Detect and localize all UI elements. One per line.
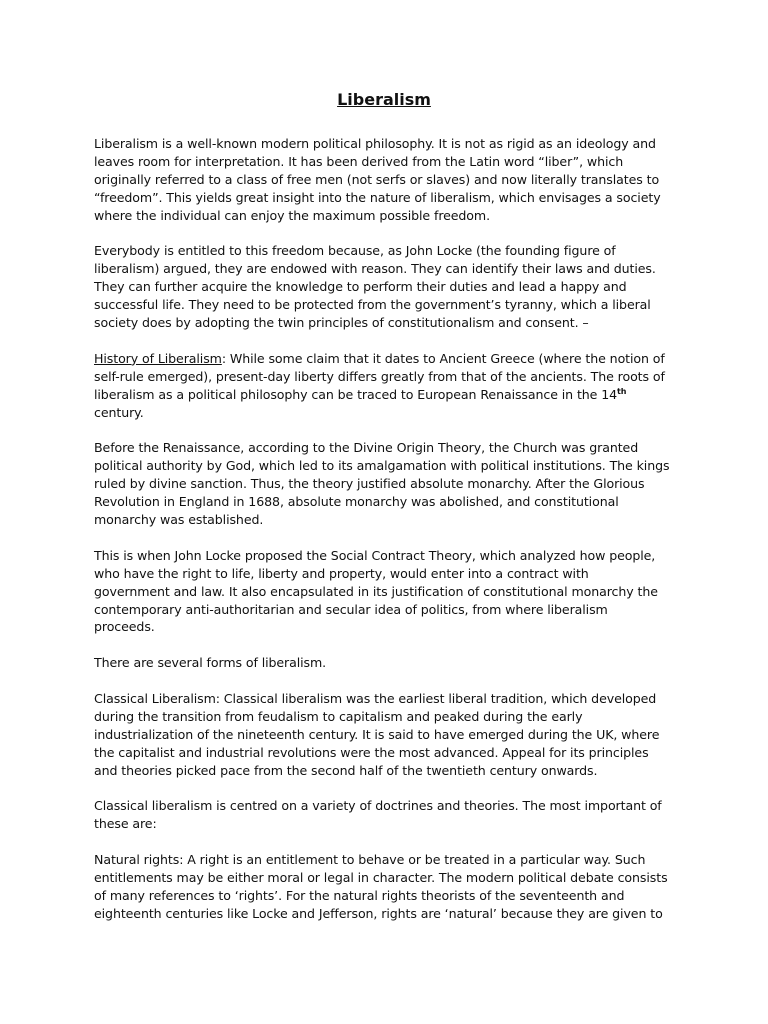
section-heading-history: History of Liberalism (94, 350, 222, 366)
text-fragment: : While some claim that it dates to Ancient Greece (where the notion of (221, 350, 665, 366)
text-line: Revolution in England in 1688, absolute monarchy was abolished, and constitutional (94, 494, 619, 510)
paragraph-natural-rights (94, 851, 680, 923)
text-line: these are: (94, 816, 157, 832)
text-line (94, 350, 680, 368)
text-line (94, 386, 680, 404)
paragraph-social-contract (94, 547, 680, 637)
paragraph-intro (94, 135, 680, 225)
text-line: Natural rights: A right is an entitlement to behave or be treated in a particular way. Such (94, 852, 646, 868)
text-line: leaves room for interpretation. It has been derived from the Latin word “liber”, which (94, 153, 624, 169)
text-line: successful life. They need to be protected from the government’s tyranny, which a liberal (94, 297, 651, 313)
text-line: during the transition from feudalism to capitalism and peaked during the early (94, 708, 583, 724)
text-line: “freedom”. This yields great insight into the nature of liberalism, which envisages a society (94, 189, 661, 205)
document-body (94, 135, 680, 941)
text-line: century. (94, 404, 144, 420)
text-line: They can further acquire the knowledge to perform their duties and lead a happy and (94, 279, 627, 295)
text-line: self-rule emerged), present-day liberty differs greatly from that of the ancients. The roots of (94, 368, 665, 384)
text-line: contemporary anti-authoritarian and secular idea of politics, from where liberalism (94, 601, 608, 617)
paragraph-renaissance (94, 439, 680, 529)
text-line: liberalism) argued, they are endowed with reason. They can identify their laws and duties. (94, 261, 656, 277)
text-line: This is when John Locke proposed the Social Contract Theory, which analyzed how people, (94, 547, 656, 563)
text-line: Before the Renaissance, according to the Divine Origin Theory, the Church was granted (94, 440, 639, 456)
text-line: and theories picked pace from the second half of the twentieth century onwards. (94, 762, 598, 778)
text-fragment: liberalism as a political philosophy can be traced to European Renaissance in the 14 (94, 386, 618, 402)
text-line: who have the right to life, liberty and property, would enter into a contract with (94, 565, 589, 581)
text-line: where the individual can enjoy the maximum possible freedom. (94, 207, 490, 223)
text-line: There are several forms of liberalism. (94, 655, 327, 671)
text-line: eighteenth centuries like Locke and Jefferson, rights are ‘natural’ because they are given to (94, 905, 663, 921)
text-line: Everybody is entitled to this freedom because, as John Locke (the founding figure of (94, 243, 616, 259)
paragraph-doctrines (94, 797, 680, 833)
text-line: monarchy was established. (94, 511, 264, 527)
paragraph-forms (94, 654, 680, 672)
text-line: entitlements may be either moral or legal in character. The modern political debate consists (94, 870, 668, 886)
superscript-ordinal: th (617, 386, 627, 396)
document-title: Liberalism (337, 90, 431, 109)
text-line: society does by adopting the twin principles of constitutionalism and consent. – (94, 315, 589, 331)
text-line: industrialization of the nineteenth century. It is said to have emerged during the UK, where (94, 726, 660, 742)
text-line: government and law. It also encapsulated in its justification of constitutional monarchy the (94, 583, 658, 599)
text-line: proceeds. (94, 619, 155, 635)
text-line: political authority by God, which led to its amalgamation with political institutions. The kings (94, 458, 670, 474)
text-line: ruled by divine sanction. Thus, the theory justified absolute monarchy. After the Glorious (94, 476, 645, 492)
paragraph-classical-liberalism (94, 690, 680, 780)
text-line: Classical Liberalism: Classical liberalism was the earliest liberal tradition, which developed (94, 691, 657, 706)
text-line: Classical liberalism is centred on a variety of doctrines and theories. The most important of (94, 798, 662, 814)
text-line: the capitalist and industrial revolutions were the most advanced. Appeal for its principles (94, 744, 649, 760)
text-line: originally referred to a class of free men (not serfs or slaves) and now literally translates to (94, 171, 660, 187)
text-line: Liberalism is a well-known modern political philosophy. It is not as rigid as an ideology and (94, 136, 656, 151)
paragraph-freedom (94, 242, 680, 332)
paragraph-history (94, 350, 680, 422)
text-line: of many references to ‘rights’. For the natural rights theorists of the seventeenth and (94, 887, 625, 903)
